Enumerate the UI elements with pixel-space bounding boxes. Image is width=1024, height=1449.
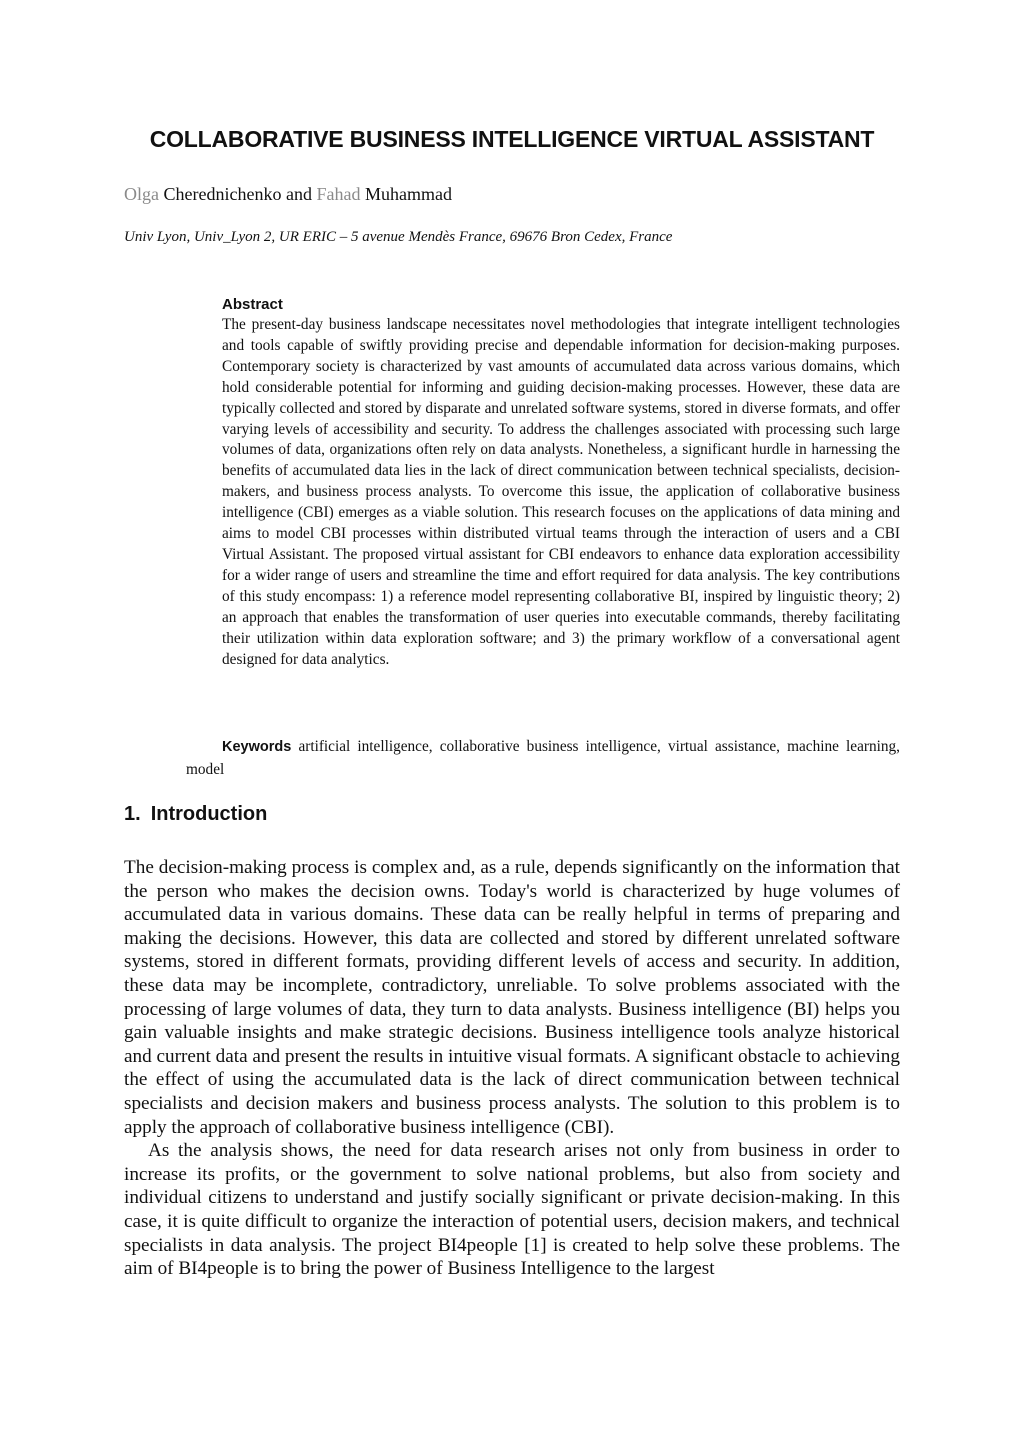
introduction-paragraph-2: As the analysis shows, the need for data research arises not only from business in order to increase its profits, or the government to solve national problems, but also from society and individual citizens to understand and justify socially significant or private decision-making. In this case, it is quite difficult to organize the interaction of potential users, decision makers, and technical specialists in data analysis. The project BI4people [1] is created to help solve these problems. The aim of BI4people is to bring the power of Business Intelligence to the largest [124,1140,900,1280]
author2-first-name: Fahad [316,184,361,204]
author2-last-name: Muhammad [364,184,452,204]
section-number: 1. [124,803,141,825]
paper-title: COLLABORATIVE BUSINESS INTELLIGENCE VIRTUAL ASSISTANT [149,126,875,152]
introduction-paragraph-1: The decision-making process is complex and, as a rule, depends significantly on the information that the person who makes the decision owns. Today's world is characterized by huge volumes of accumulated data in various domains. These data can be really helpful in terms of preparing and making the decisions. However, this data are collected and stored by different unrelated software systems, stored in different formats, providing different levels of access and security. In addition, these data may be incomplete, contradictory, unreliable. To solve problems associated with the processing of large volumes of data, they turn to data analysts. Business intelligence (BI) helps you gain valuable insights and make strategic decisions. Business intelligence tools analyze historical and current data and present the results in intuitive visual formats. A significant obstacle to achieving the effect of using the accumulated data is the lack of direct communication between technical specialists and decision makers and business process analysts. The solution to this problem is to apply the approach of collaborative business intelligence (CBI). [124,857,900,1138]
introduction-body [124,856,900,1281]
abstract-block [222,296,900,670]
section-heading-introduction [124,803,267,826]
keywords-label: Keywords [222,739,292,755]
section-title: Introduction [150,803,268,825]
keywords-text: artificial intelligence, collaborative business intelligence, virtual assistance, machine learning, model [186,738,901,778]
affiliation: Univ Lyon, Univ_Lyon 2, UR ERIC – 5 avenue Mendès France, 69676 Bron Cedex, France [124,229,673,245]
author1-last-name: Cherednichenko [163,184,282,204]
abstract-heading: Abstract [222,296,283,313]
author-conjunction: and [285,184,312,204]
author-list [124,184,452,205]
keywords-block [186,736,900,780]
author1-first-name: Olga [124,184,159,204]
abstract-text: The present-day business landscape necessitates novel methodologies that integrate intelligent technologies and tools capable of swiftly providing precise and dependable information for decision-making purposes. Contemporary society is characterized by vast amounts of accumulated data across various domains, which hold considerable potential for informing and guiding decision-making processes. However, these data are typically collected and stored by disparate and unrelated software systems, stored in diverse formats, and offer varying levels of accessibility and security. To address the challenges associated with processing such large volumes of data, organizations often rely on data analysts. Nonetheless, a significant hurdle in harnessing the benefits of accumulated data lies in the lack of direct communication between technical specialists, decision-makers, and business process analysts. To overcome this issue, the application of collaborative business intelligence (CBI) emerges as a viable solution. This research focuses on the applications of data mining and aims to model CBI processes within distributed virtual teams through the interaction of users and a CBI Virtual Assistant. The proposed virtual assistant for CBI endeavors to enhance data exploration accessibility for a wider range of users and streamline the time and effort required for data analysis. The key contributions of this study encompass: 1) a reference model representing collaborative BI, inspired by linguistic theory; 2) an approach that enables the transformation of user queries into executable commands, thereby facilitating their utilization within data exploration software; and 3) the primary workflow of a conversational agent designed for data analytics. [222,316,900,668]
